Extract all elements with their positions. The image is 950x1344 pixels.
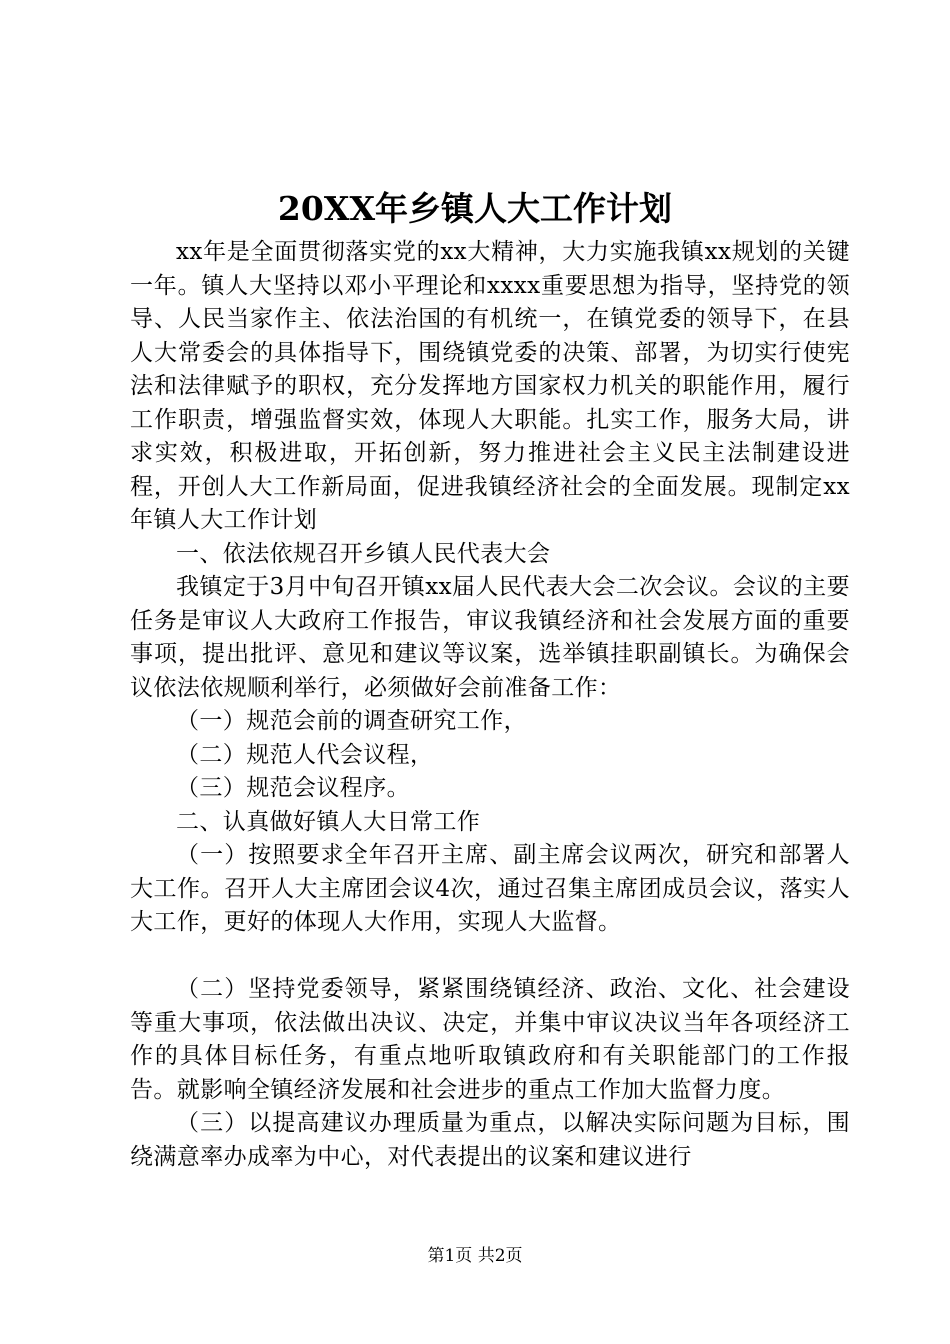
page-footer: 第1页 共2页 bbox=[427, 1246, 523, 1266]
list-item-1: （一）规范会前的调查研究工作， bbox=[176, 708, 527, 734]
paragraph-daily-work-2: （二）坚持党委领导，紧紧围绕镇经济、政治、文化、社会建设等重大事项，依法做出决议、决定，并集中审议决议当年各项经济工作的具体目标任务，有重点地听取镇政府和有关职能部门的工作报告。就影响全镇经济发展和社会进步的重点工作加大监督力度。 bbox=[130, 976, 850, 1103]
document-title: 20XX年乡镇人大工作计划 bbox=[277, 189, 673, 228]
document-body bbox=[130, 236, 850, 1174]
heading-section-1: 一、依法依规召开乡镇人民代表大会 bbox=[176, 540, 551, 567]
paragraph-intro: xx年是全面贯彻落实党的xx大精神，大力实施我镇xx规划的关键一年。镇人大坚持以邓小平理论和xxxx重要思想为指导，坚持党的领导、人民当家作主、依法治国的有机统一，在镇党委的领导下，在县人大常委会的具体指导下，围绕镇党委的决策、部署，为切实行使宪法和法律赋予的职权，充分发挥地方国家权力机关的职能作用，履行工作职责，增强监督实效，体现人大职能。扎实工作，服务大局，讲求实效，积极进取，开拓创新，努力推进社会主义民主法制建设进程，开创人大工作新局面，促进我镇经济社会的全面发展。现制定xx年镇人大工作计划 bbox=[130, 239, 850, 533]
paragraph-congress-meeting: 我镇定于3月中旬召开镇xx届人民代表大会二次会议。会议的主要任务是审议人大政府工作报告，审议我镇经济和社会发展方面的重要事项，提出批评、意见和建议等议案，选举镇挂职副镇长。为确保会议依法依规顺利举行，必须做好会前准备工作： bbox=[130, 574, 850, 701]
paragraph-daily-work-1: （一）按照要求全年召开主席、副主席会议两次，研究和部署人大工作。召开人大主席团会议4次，通过召集主席团成员会议，落实人大工作，更好的体现人大作用，实现人大监督。 bbox=[130, 842, 850, 935]
paragraph-daily-work-3: （三）以提高建议办理质量为重点，以解决实际问题为目标，围绕满意率办成率为中心，对代表提出的议案和建议进行 bbox=[130, 1110, 850, 1170]
list-item-3: （三）规范会议程序。 bbox=[176, 775, 410, 801]
list-item-2: （二）规范人代会议程， bbox=[176, 741, 434, 768]
heading-section-2: 二、认真做好镇人大日常工作 bbox=[176, 808, 481, 835]
